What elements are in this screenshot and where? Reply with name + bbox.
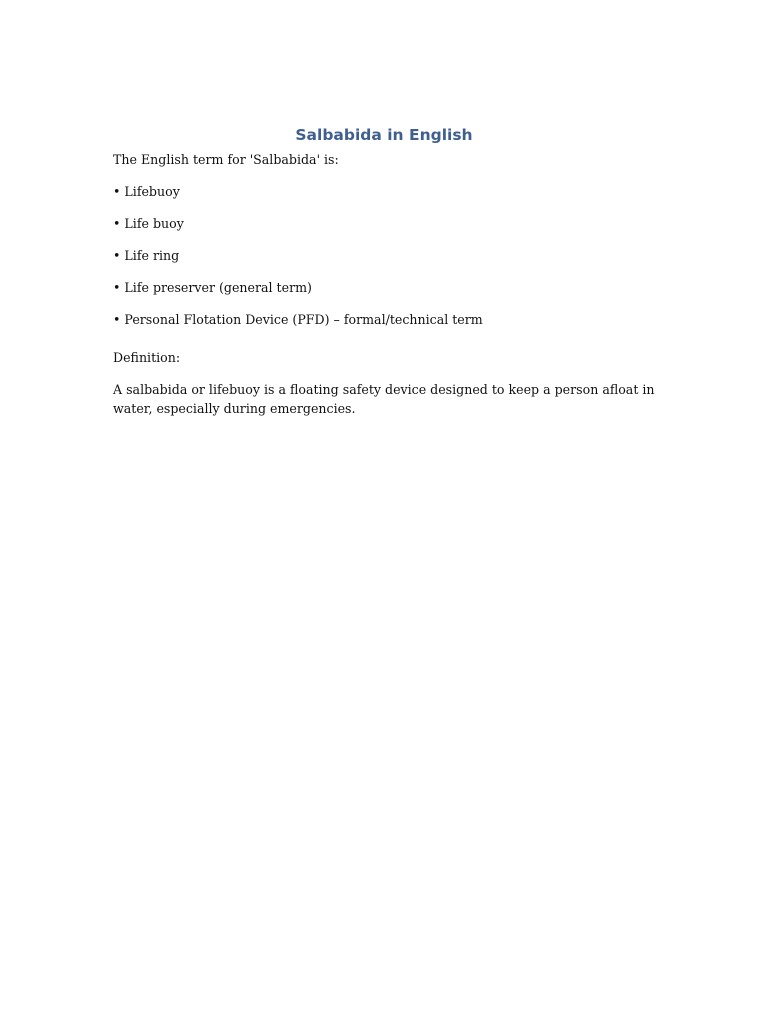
document-content [113,124,655,418]
document-title: Salbabida in English [295,126,473,144]
definition-label: Definition: [113,350,181,365]
intro-text: The English term for 'Salbabida' is: [113,152,339,167]
bullet-personal-flotation-device: • Personal Flotation Device (PFD) – formal/technical term [113,312,483,327]
bullet-life-ring: • Life ring [113,248,180,263]
bullet-life-buoy: • Life buoy [113,216,184,231]
definition-text: A salbabida or lifebuoy is a floating safety device designed to keep a person afloat in water, especially during emergencies. [113,382,655,416]
bullet-life-preserver: • Life preserver (general term) [113,280,312,295]
bullet-lifebuoy: • Lifebuoy [113,184,180,199]
